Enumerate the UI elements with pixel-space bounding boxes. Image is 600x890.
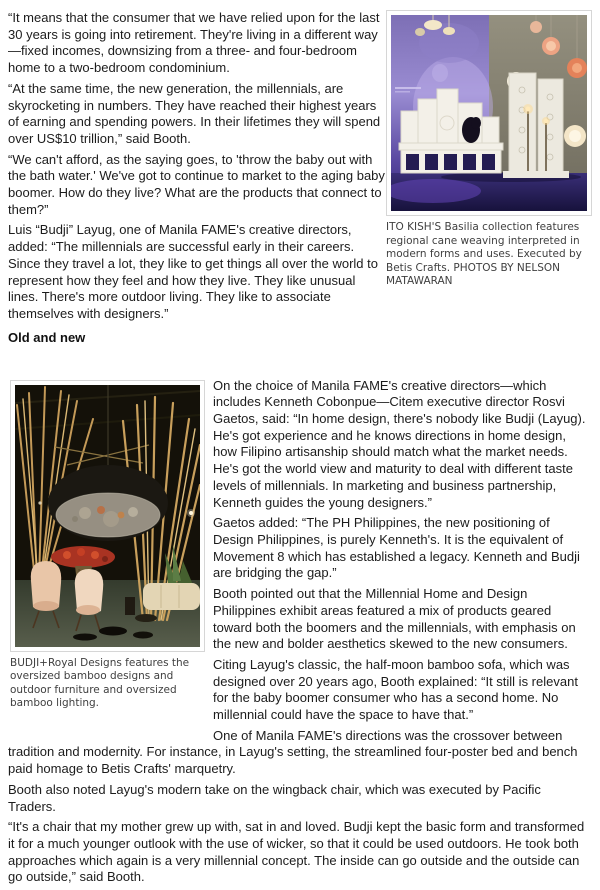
figure-budji-royal [10, 380, 205, 741]
image-caption-ito-kish: ITO KISH'S Basilia collection features regional cane weaving interpreted in modern forms and uses. Executed by Betis Crafts. PHOTOS BY NELSON MATAWARAN [386, 221, 582, 287]
figure-ito-kish [386, 10, 592, 289]
budji-royal-exhibit-photo [15, 385, 200, 647]
paragraph: Booth pointed out that the Millennial Home and Design Philippines exhibit areas featured a mix of products geared toward both the boomers and the millennials, with emphasis on the new and bolder aesthetics skewed to the new consumers. [213, 586, 576, 652]
subheading-old-and-new: Old and new [8, 329, 86, 345]
paragraph: “At the same time, the new generation, the millennials, are skyrocketing in numbers. They have reached their highest years of earning and spending powers. In their lifetimes they will spend over US$10 trillion,” said Booth. [8, 80, 381, 146]
paragraph: Booth also noted Layug's modern take on the wingback chair, which was executed by Pacific Traders. [8, 781, 541, 814]
paragraph: On the choice of Manila FAME's creative directors—which includes Kenneth Cobonpue—Citem executive director Rosvi Gaetos, said: “In home design, there's nobody like Budji (Layug). He's got experience and he knows directions in home design, how Filipino artisanship should match what the market needs. He's got the world view and maturity to deal with different taste levels of millennials. In marketing and business partnership, Kenneth guides the young designers.” [213, 377, 586, 510]
paragraph: Gaetos added: “The PH Philippines, the new positioning of Design Philippines, is purely Kenneth's. It is the equivalent of Movement 8 which has established a legacy. Kenneth and Budji are bridging the gap.” [213, 515, 580, 581]
paragraph: Citing Layug's classic, the half-moon bamboo sofa, which was designed over 20 years ago, Booth explained: “It still is relevant for the baby boomer consumer who has a second home. No millennial could have the space to have that.” [213, 656, 578, 723]
image-caption-budji-royal: BUDJI+Royal Designs features the oversized bamboo designs and outdoor furniture and oversized bamboo lighting. [10, 656, 190, 710]
paragraph: One of Manila FAME's directions was the crossover between tradition and modernity. For instance, in Layug's setting, the streamlined four-poster bed and bench paid homage to Betis Crafts' marquetry. [8, 727, 578, 777]
paragraph: “It means that the consumer that we have relied upon for the last 30 years is going into retirement. They're living in a different way—fixed incomes, downsizing from a three- and four-bedroom home to a two-bedroom condominium. [8, 10, 380, 76]
image-frame [10, 380, 205, 652]
ito-kish-exhibit-photo [391, 15, 587, 211]
paragraph: Luis “Budji” Layug, one of Manila FAME's creative directors, added: “The millennials are successful early in their careers. Since they travel a lot, they like to get things all over the world to represent how they feel and how they live. They like unusual lines. There's more outdoor living. They like to associate themselves with designers.” [8, 222, 378, 321]
article-section-bottom [8, 378, 592, 890]
paragraph: “We can't afford, as the saying goes, to 'throw the baby out with the bath water.' We've got to continue to market to the aging baby boomer. How do they live? What are the products that connect to them?” [8, 151, 385, 217]
image-frame [386, 10, 592, 216]
article-section-top [8, 10, 592, 346]
paragraph: “It's a chair that my mother grew up with, sat in and loved. Budji kept the basic form and transformed it for a much younger outlook with the use of wicker, so that it could be used outdoors. He took both approaches which again is a very millennial concept. The inside can go outside and the outside can go outside,” said Booth. [8, 819, 585, 885]
